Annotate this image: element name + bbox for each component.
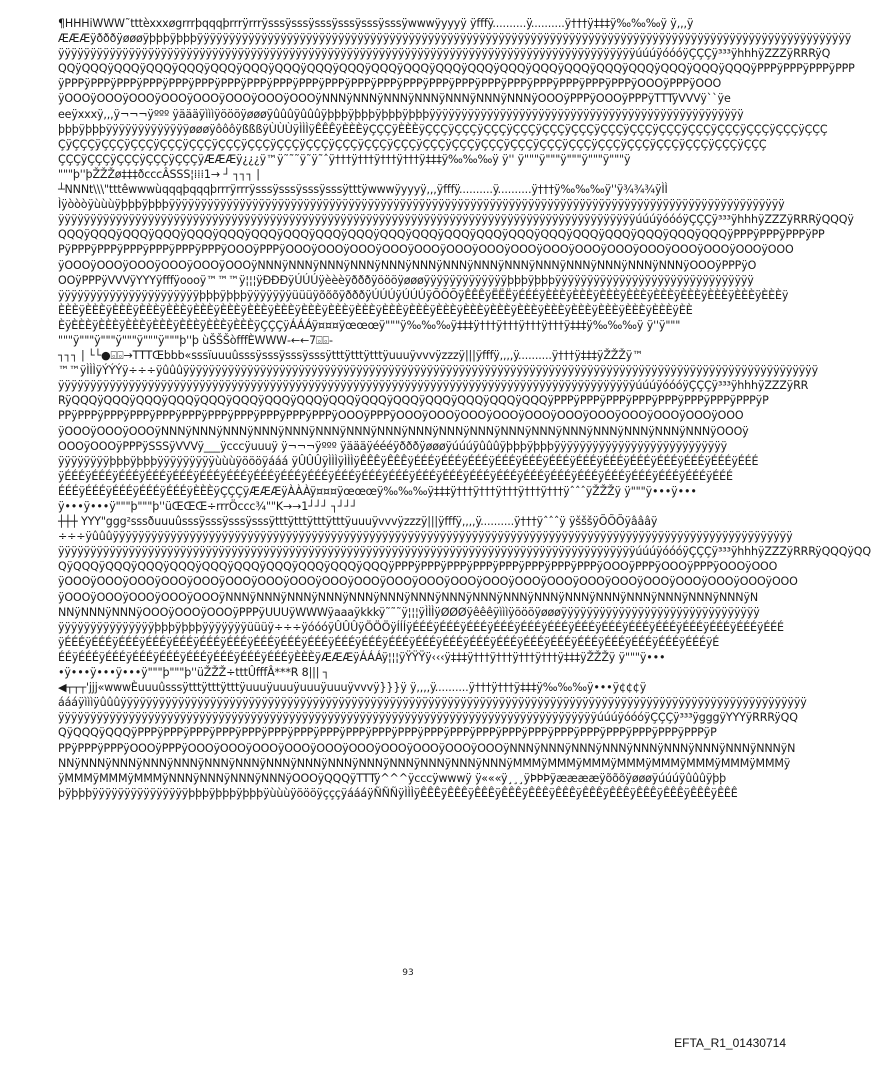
text-line: PÿPPPÿPPPÿPPPÿPPPÿPPPÿPPPÿOOOÿPPPÿOOOÿOOOÿOOOÿOOOÿOOOÿOOOÿOOOÿOOOÿOOOÿOOOÿOOOÿOOOÿOOOÿOOOÿOOOÿOOO: [58, 243, 794, 257]
text-line: Ìÿòòòÿùùùÿþþþÿþþþÿÿÿÿÿÿÿÿÿÿÿÿÿÿÿÿÿÿÿÿÿÿÿÿÿÿÿÿÿÿÿÿÿÿÿÿÿÿÿÿÿÿÿÿÿÿÿÿÿÿÿÿÿÿÿÿÿÿÿÿÿÿÿÿÿÿÿÿÿÿÿÿÿÿÿÿÿÿÿÿÿÿÿÿÿÿÿÿÿÿÿÿÿÿÿÿ: [58, 198, 785, 212]
text-line: ÷÷÷ÿûûûÿÿÿÿÿÿÿÿÿÿÿÿÿÿÿÿÿÿÿÿÿÿÿÿÿÿÿÿÿÿÿÿÿÿÿÿÿÿÿÿÿÿÿÿÿÿÿÿÿÿÿÿÿÿÿÿÿÿÿÿÿÿÿÿÿÿÿÿÿÿÿÿÿÿÿÿÿÿÿÿÿÿÿÿÿÿÿÿÿÿÿÿÿÿÿÿÿÿÿÿÿÿÿÿÿÿ: [58, 530, 793, 544]
text-line: ÿOOOÿOOOÿOOOÿOOOÿOOOÿOOOÿNNNÿNNNÿNNNÿNNNÿNNNÿNNNÿNNNÿNNNÿNNNÿNNNÿNNNÿNNNÿNNNÿNNNÿOOOÿPPPÿO: [58, 258, 757, 272]
text-line: ┴NNNt\\\"tttêwwwùqqqþqqqþrrrÿrrrÿsssÿsssÿsssÿsssÿtttÿwwwÿyyyÿ,,,ÿfffÿ..........ÿ..........ÿ†††ÿ‰‰‰ÿ''ÿ¾¾¾ÿÌÌ: [58, 183, 668, 197]
text-line: ÈÈÈÿÈÈÈÿÈÈÈÿÈÈÈÿÈÈÈÿÈÈÈÿÈÈÈÿÈÈÈÿÈÈÈÿÈÈÈÿÈÈÈÿÈÈÈÿÈÈÈÿÈÈÈÿÈÈÈÿÈÈÈÿÈÈÈÿÈÈÈÿÈÈÈÿÈÈÈÿÈÈÈÿÈÈÈÿÈÈÈÿÈÈ: [58, 303, 693, 317]
text-line: ÿPPPÿPPPÿPPPÿPPPÿPPPÿPPPÿPPPÿPPPÿPPPÿPPPÿPPPÿPPPÿPPPÿPPPÿPPPÿPPPÿPPPÿPPPÿPPPÿPPPÿPPPÿPPPÿOOOÿPPPÿOOO: [58, 77, 722, 91]
text-line: """ÿ"""ÿ"""ÿ"""ÿ"""ÿ"""þ''þ ùŠŠŠòfffÈWWW‑←←7⌻⌻-: [58, 333, 333, 347]
text-line: QQQÿQQQÿQQQÿQQQÿQQQÿQQQÿQQQÿQQQÿQQQÿQQQÿQQQÿQQQÿQQQÿQQQÿQQQÿQQQÿQQQÿQQQÿQQQÿQQQÿQQQÿPPPÿPPPÿPPPÿPP: [58, 228, 825, 242]
text-line: ÿMMMÿMMMÿMMMÿNNNÿNNNÿNNNÿNNNÿOOOÿQQQÿTTTÿ^^^ÿcccÿwwwÿ ÿ«««ÿ¸¸¸ÿÞÞÞÿææææÿõõõÿøøøÿúúúÿûûûÿþþ: [58, 771, 727, 785]
text-line: ÿÿÿÿÿÿÿÿÿÿÿÿÿÿÿÿÿÿÿÿÿÿÿÿÿÿÿÿÿÿÿÿÿÿÿÿÿÿÿÿÿÿÿÿÿÿÿÿÿÿÿÿÿÿÿÿÿÿÿÿÿÿÿÿÿÿÿÿÿÿÿÿÿÿÿÿÿÿÿÿÿÿÿÿÿÿÿÿÿÿúúúÿóóóÿÇÇÇÿ³³³ÿhhhÿZZZÿRRRÿQQQÿ: [58, 213, 854, 227]
text-line: ÿOOOÿOOOÿOOOÿOOOÿOOOÿNNNÿNNNÿNNNÿNNNÿNNNÿNNNÿNNNÿNNNÿNNNÿNNNÿNNNÿNNNÿNNNÿNNNÿNNNÿNNNÿNNNÿN: [58, 590, 759, 604]
text-line: ÉÉÿÉÉÉÿÉÉÉÿÉÉÉÿÉÉÉÿÉÉÉÿÉÉÉÿÉÉÉÿÉÉÉÿÈÈÈÿÆÆÆÿÁÁÁÿ¦¦¦ÿŸŸŸÿ‹‹‹ÿ‡‡‡ÿ†††ÿ†††ÿ†††ÿ†††ÿ‡‡‡ÿŽŽŽÿ ÿ"""ÿ•••: [58, 650, 666, 664]
document-id: EFTA_R1_01430714: [674, 1036, 786, 1050]
text-line: ÇÿÇÇÇÿÇÇÇÿÇÇÇÿÇÇÇÿÇÇÇÿÇÇÇÿÇÇÇÿÇÇÇÿÇÇÇÿÇÇÇÿÇÇÇÿÇÇÇÿÇÇÇÿÇÇÇÿÇÇÇÿÇÇÇÿÇÇÇÿÇÇÇÿÇÇÇÿÇÇÇÿÇÇÇÿÇÇÇÿÇÇÇÿÇÇÇ: [58, 137, 767, 151]
text-line: ◀┬┬┬'jjj«wwwÈuuuûsssÿtttÿtttÿtttÿuuuÿuuuÿuuuÿuuuÿvvvÿ}}}ÿ ÿ,,,,ÿ..........ÿ†††ÿ†††ÿ‡‡‡ÿ‰‰‰ÿ•••ÿ¢¢¢ÿ: [58, 681, 647, 695]
text-line: ÿÿÿÿÿÿÿÿÿÿÿÿÿÿÿÿÿÿÿÿÿÿÿÿÿÿÿÿÿÿÿÿÿÿÿÿÿÿÿÿÿÿÿÿÿÿÿÿÿÿÿÿÿÿÿÿÿÿÿÿÿÿÿÿÿÿÿÿÿÿÿÿÿÿÿÿÿÿÿÿÿÿÿÿÿÿÿÿÿÿúúúÿóóóÿÇÇÇÿ³³³ÿhhhÿZZZÿRR: [58, 379, 809, 393]
text-line: ÿÿÿÿÿÿÿÿÿÿÿÿÿÿÿÿÿÿÿÿÿÿþþþÿþþþÿÿÿÿÿÿÿüüüÿõõõÿðððÿÚÚÚÿÚÚÚÿÕÕÕÿÊÊÊÿËËËÿÉÉÉÿÈÈÈÿÈÈÈÿÈÈÈÿÈÈÈÿÈÈÈÿÈÈÈÿÈÈÈÿÈÈÈÿÈÈÈÿ: [58, 288, 789, 302]
text-line: ÇÇÇÿÇÇÇÿÇÇÇÿÇÇÇÿÇÇÇÿÆÆÆÿ¿¿¿ÿ™ÿ˜˜˜ÿ˜ÿ˜ˆÿ†††ÿ†††ÿ†††ÿ†††ÿ‡‡‡ÿ‰‰‰ÿ ÿ'' ÿ"""ÿ"""ÿ"""ÿ"""ÿ"""ÿ: [58, 152, 631, 166]
text-line: ÉÉÉÿÉÉÉÿÉÉÉÿÉÉÉÿÉÉÉÿÈÈÈÿÇÇÇÿÆÆÆÿÀÀÀÿ¤¤¤ÿœœœÿ‰‰‰ÿ‡‡‡ÿ†††ÿ†††ÿ†††ÿ†††ÿ†††ÿˆˆˆÿŽŽŽÿ ÿ"""ÿ•••ÿ•••: [58, 484, 697, 498]
text-line: NNÿNNNÿNNNÿNNNÿNNNÿNNNÿNNNÿNNNÿNNNÿNNNÿNNNÿNNNÿNNNÿNNNÿNNNÿMMMÿMMMÿMMMÿMMMÿMMMÿMMMÿMMMÿMMMÿ: [58, 756, 791, 770]
text-line: ÿÉÉÉÿÉÉÉÿÉÉÉÿÉÉÉÿÉÉÉÿÉÉÉÿÉÉÉÿÉÉÉÿÉÉÉÿÉÉÉÿÉÉÉÿÉÉÉÿÉÉÉÿÉÉÉÿÉÉÉÿÉÉÉÿÉÉÉÿÉÉÉÿÉÉÉÿÉÉÉÿÉÉÉÿÉÉÉÿÉÉÉÿÉÉÉÿÉ: [58, 635, 720, 649]
text-line: QÿQQQÿQQQÿQQQÿQQQÿQQQÿQQQÿQQQÿQQQÿQQQÿQQQÿPPPÿPPPÿPPPÿPPPÿPPPÿPPPÿPPPÿPPPÿOOOÿPPPÿOOOÿPPPÿOOOÿOOO: [58, 560, 778, 574]
text-line: RÿQQQÿQQQÿQQQÿQQQÿQQQÿQQQÿQQQÿQQQÿQQQÿQQQÿQQQÿQQQÿQQQÿQQQÿQQQÿPPPÿPPPÿPPPÿPPPÿPPPÿPPPÿPPPÿPPPÿP: [58, 394, 769, 408]
text-line: ÿÿÿÿÿÿÿÿÿÿÿÿÿÿÿÿÿÿÿÿÿÿÿÿÿÿÿÿÿÿÿÿÿÿÿÿÿÿÿÿÿÿÿÿÿÿÿÿÿÿÿÿÿÿÿÿÿÿÿÿÿÿÿÿÿÿÿÿÿÿÿÿÿÿÿÿÿÿÿÿÿÿÿÿúúúÿóóóÿÇÇÇÿ³³³ÿgggÿYYYÿRRRÿQQ: [58, 711, 798, 725]
text-line: eeÿxxxÿ,,,ÿ¬¬¬ÿººº ÿäääÿìììÿöööÿøøøÿûûûÿûûûÿþþþÿþþþÿþþþÿþþþÿÿÿÿÿÿÿÿÿÿÿÿÿÿÿÿÿÿÿÿÿÿÿÿÿÿÿÿÿÿÿÿÿÿÿÿÿÿÿÿÿÿÿÿÿÿÿÿÿ: [58, 107, 744, 121]
text-line: ÿÿÿÿÿÿÿÿÿÿÿÿÿÿÿÿÿÿÿÿÿÿÿÿÿÿÿÿÿÿÿÿÿÿÿÿÿÿÿÿÿÿÿÿÿÿÿÿÿÿÿÿÿÿÿÿÿÿÿÿÿÿÿÿÿÿÿÿÿÿÿÿÿÿÿÿÿÿÿÿÿÿÿÿÿÿÿÿÿÿúúúÿóóóÿÇÇÇÿ³³³ÿhhhÿZZZÿRRRÿQQQÿQQ: [58, 545, 871, 559]
text-line: OOOÿOOOÿPPPÿSSSÿVVVÿ___ÿcccÿuuuÿ ÿ¬¬¬ÿººº ÿäääÿéééÿðððÿøøøÿúúúÿûûûÿþþþÿþþþÿÿÿÿÿÿÿÿÿÿÿÿÿÿÿÿÿÿÿÿÿÿÿÿÿÿÿ: [58, 439, 728, 453]
text-line: ┼┼┼ YYY"ggg²sssðuuuûsssÿsssÿsssÿsssÿtttÿtttÿtttÿtttÿuuuÿvvvÿzzzÿ|||ÿfffÿ,,,,ÿ..........ÿ†††ÿˆˆˆÿ ÿšššÿÕÕÕÿâââÿ: [58, 515, 658, 529]
text-line: QQÿQQQÿQQQÿQQQÿQQQÿQQQÿQQQÿQQQÿQQQÿQQQÿQQQÿQQQÿQQQÿQQQÿQQQÿQQQÿQQQÿQQQÿQQQÿQQQÿQQQÿQQQÿPPPÿPPPÿPPPÿPPP: [58, 62, 855, 76]
text-line: NNÿNNNÿNNNÿOOOÿOOOÿOOOÿPPPÿUUUÿWWWÿaaaÿkkkÿ˜˜˜ÿ¦¦¦ÿÌÌÌÿØØØÿêêêÿìììÿöööÿøøøÿÿÿÿÿÿÿÿÿÿÿÿÿÿÿÿÿÿÿÿÿÿÿÿÿÿÿÿÿÿÿ: [58, 605, 760, 619]
text-line: """þ''þŽŽŽø‡‡‡ðcccÂSSS¦⁞⁞⁞1→ ┘ ┐┐┐ |: [58, 167, 260, 181]
page-number: 93: [402, 968, 414, 978]
text-line: ÆÆÆÿðððÿøøøÿþþþÿþþþÿÿÿÿÿÿÿÿÿÿÿÿÿÿÿÿÿÿÿÿÿÿÿÿÿÿÿÿÿÿÿÿÿÿÿÿÿÿÿÿÿÿÿÿÿÿÿÿÿÿÿÿÿÿÿÿÿÿÿÿÿÿÿÿÿÿÿÿÿÿÿÿÿÿÿÿÿÿÿÿÿÿÿÿÿÿÿÿÿÿÿÿÿÿÿÿÿÿÿÿÿÿ: [58, 32, 852, 46]
text-line: ÿOOOÿOOOÿOOOÿOOOÿOOOÿOOOÿOOOÿOOOÿNNNÿNNNÿNNNÿNNNÿNNNÿNNNÿNNNÿOOOÿPPPÿOOOÿPPPÿTTTÿVVVÿ``ÿe: [58, 92, 731, 106]
garbled-text-block: [58, 16, 871, 801]
text-line: ÿOOOÿOOOÿOOOÿOOOÿOOOÿOOOÿOOOÿOOOÿOOOÿOOOÿOOOÿOOOÿOOOÿOOOÿOOOÿOOOÿOOOÿOOOÿOOOÿOOOÿOOOÿOOOÿOOO: [58, 575, 798, 589]
text-line: ÿÉÉÉÿÉÉÉÿÉÉÉÿÉÉÉÿÉÉÉÿÉÉÉÿÉÉÉÿÉÉÉÿÉÉÉÿÉÉÉÿÉÉÉÿÉÉÉÿÉÉÉÿÉÉÉÿÉÉÉÿÉÉÉÿÉÉÉÿÉÉÉÿÉÉÉÿÉÉÉÿÉÉÉÿÉÉÉÿÉÉÉÿÉÉÉÿÉÉÉ: [58, 469, 733, 483]
text-line: ┐┐┐ | └└●⌻⌻→TTTŒbbb«sssïuuuûsssÿsssÿsssÿsssÿtttÿtttÿtttÿuuuÿvvvÿzzzÿ|||ÿfffÿ,,,,ÿ..........ÿ†††ÿ‡‡‡ÿŽŽŽÿ™: [58, 349, 644, 363]
text-line: ÈÿÈÈÈÿÈÈÈÿÈÈÈÿÈÈÈÿÈÈÈÿÈÈÈÿÈÈÈÿÇÇÇÿÁÁÁÿ¤¤¤ÿœœœÿ"""ÿ‰‰‰ÿ‡‡‡ÿ†††ÿ†††ÿ†††ÿ†††ÿ‡‡‡ÿ‰‰‰ÿ ÿ''ÿ""": [58, 318, 681, 332]
text-line: •ÿ•••ÿ•••ÿ•••ÿ"""þ"""þ''üŽŽŽ÷tttÛfffÂ***R 8||| ┐: [58, 666, 330, 680]
text-line: ÿ•••ÿ•••ÿ"""þ"""þ''üŒŒŒ÷rrrÖccc¾""K→→1┘┘┘ ┐┘┘┘: [58, 500, 358, 513]
text-line: ÿÿÿÿÿÿÿÿÿÿÿÿÿÿÿþþþÿþþþÿÿÿÿÿÿÿüüüÿ÷÷÷ÿóóóÿÛÛÛÿÖÖÖÿÍÍÍÿÉÉÉÿÉÉÉÿÉÉÉÿÉÉÉÿÉÉÉÿÉÉÉÿÉÉÉÿÉÉÉÿÉÉÉÿÉÉÉÿÉÉÉÿÉÉÉÿÉÉÉÿÉÉÉ: [58, 620, 784, 634]
text-line: ÿÿÿÿÿÿÿÿþþþÿþþþÿÿÿÿÿÿÿÿÿùùùÿöööÿááá ÿÛÛÛÿÌÌÌÿÌÌÌÿÊÊÊÿÊÊÊÿÉÉÉÿÉÉÉÿÉÉÉÿÉÉÉÿÉÉÉÿÉÉÉÿÉÉÉÿÉÉÉÿÉÉÉÿÉÉÉÿÉÉÉÿÉÉÉÿÉÉÉ: [58, 454, 759, 468]
text-line: ÿÿÿÿÿÿÿÿÿÿÿÿÿÿÿÿÿÿÿÿÿÿÿÿÿÿÿÿÿÿÿÿÿÿÿÿÿÿÿÿÿÿÿÿÿÿÿÿÿÿÿÿÿÿÿÿÿÿÿÿÿÿÿÿÿÿÿÿÿÿÿÿÿÿÿÿÿÿÿÿÿÿÿÿÿÿÿÿÿÿúúúÿóóóÿÇÇÇÿ³³³ÿhhhÿZZZÿRRRÿQ: [58, 47, 831, 61]
text-line: PPÿPPPÿPPPÿPPPÿPPPÿPPPÿPPPÿPPPÿPPPÿPPPÿPPPÿOOOÿPPPÿOOOÿOOOÿOOOÿOOOÿOOOÿOOOÿOOOÿOOOÿOOOÿOOOÿOOO: [58, 409, 744, 423]
text-line: ¶HHHiWWW˜tttèxxxøgrrrþqqqþrrrÿrrrÿsssÿsssÿsssÿsssÿsssÿsssÿwwwÿyyyÿ ÿfffÿ..........ÿ..........ÿ†††ÿ‡‡‡ÿ‰‰‰ÿ ÿ,,,ÿ: [58, 17, 694, 30]
text-line: þÿþþþÿÿÿÿÿÿÿÿÿÿÿÿÿÿÿþþþÿþþþÿþþþÿùùùÿöööÿçççÿáááÿÑÑÑÿÌÌÌÿÊÊÊÿÊÊÊÿÊÊÊÿÊÊÊÿÊÊÊÿÊÊÊÿÊÊÊÿÊÊÊÿÊÊÊÿÊÊÊÿÊÊÊÿÊÊÊ: [58, 786, 738, 800]
text-line: áááÿìììÿûûûÿÿÿÿÿÿÿÿÿÿÿÿÿÿÿÿÿÿÿÿÿÿÿÿÿÿÿÿÿÿÿÿÿÿÿÿÿÿÿÿÿÿÿÿÿÿÿÿÿÿÿÿÿÿÿÿÿÿÿÿÿÿÿÿÿÿÿÿÿÿÿÿÿÿÿÿÿÿÿÿÿÿÿÿÿÿÿÿÿÿÿÿÿÿÿÿÿÿÿÿÿÿÿÿÿÿÿ: [58, 696, 807, 710]
text-line: OOÿPPPÿVVVÿYYYÿfffÿoooÿ™™™ÿ¦¦¦ÿÐÐÐÿÚÚÚÿèèèÿðððÿöööÿøøøÿÿÿÿÿÿÿÿÿÿÿÿÿþþþÿþþþÿÿÿÿÿÿÿÿÿÿÿÿÿÿÿÿÿÿÿÿÿÿÿÿÿÿÿÿÿÿÿ: [58, 273, 754, 287]
text-line: QÿQQQÿQQQÿPPPÿPPPÿPPPÿPPPÿPPPÿPPPÿPPPÿPPPÿPPPÿPPPÿPPPÿPPPÿPPPÿPPPÿPPPÿPPPÿPPPÿPPPÿPPPÿPPPÿPPPÿPPPÿP: [58, 726, 717, 740]
text-line: PPÿPPPÿPPPÿOOOÿPPPÿOOOÿOOOÿOOOÿOOOÿOOOÿOOOÿOOOÿOOOÿOOOÿOOOÿNNNÿNNNÿNNNÿNNNÿNNNÿNNNÿNNNÿNNNÿNNNÿN: [58, 741, 796, 755]
text-line: ÿOOOÿOOOÿOOOÿNNNÿNNNÿNNNÿNNNÿNNNÿNNNÿNNNÿNNNÿNNNÿNNNÿNNNÿNNNÿNNNÿNNNÿNNNÿNNNÿNNNÿNNNÿOOOÿ: [58, 424, 749, 438]
text-line: þþþÿþþþÿÿÿÿÿÿÿÿÿÿÿÿÿøøøÿôôôÿßßßÿÙÙÙÿÌÌÌÿÊÊÊÿÈÈÈÿÇÇÇÿÈÈÈÿÇÇÇÿÇÇÇÿÇÇÇÿÇÇÇÿÇÇÇÿÇÇÇÿÇÇÇÿÇÇÇÿÇÇÇÿÇÇÇÿÇÇÇÿÇÇÇÿÇÇÇÿÇÇÇ: [58, 122, 828, 136]
text-line: ™™ÿÌÌÌÿÝÝÝÿ÷÷÷ÿûûûÿÿÿÿÿÿÿÿÿÿÿÿÿÿÿÿÿÿÿÿÿÿÿÿÿÿÿÿÿÿÿÿÿÿÿÿÿÿÿÿÿÿÿÿÿÿÿÿÿÿÿÿÿÿÿÿÿÿÿÿÿÿÿÿÿÿÿÿÿÿÿÿÿÿÿÿÿÿÿÿÿÿÿÿÿÿÿÿÿÿÿÿÿÿÿÿÿÿÿ: [58, 364, 818, 378]
